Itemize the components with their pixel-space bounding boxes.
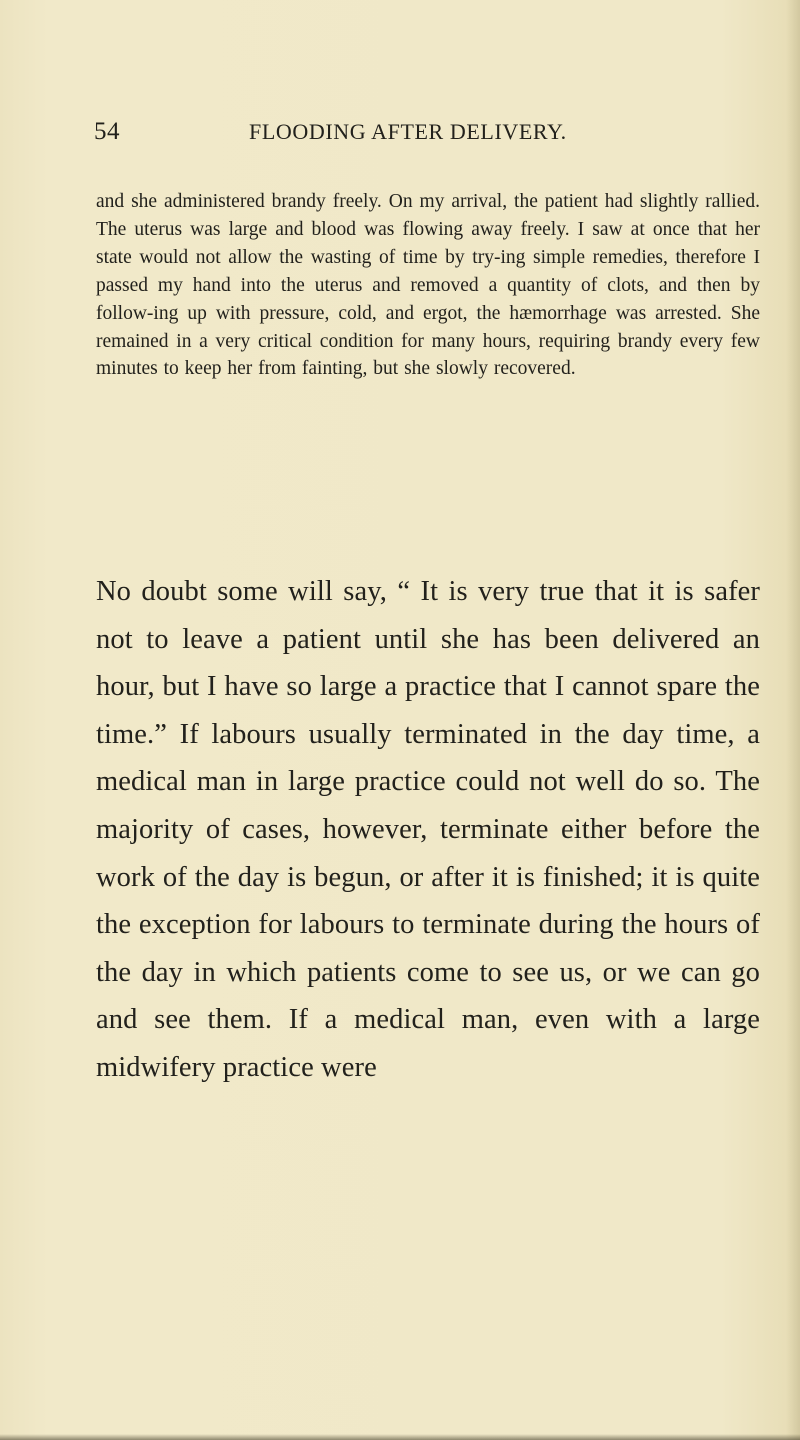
body-paragraph-small: and she administered brandy freely. On my arrival, the patient had slightly rallied. The uterus was large and blood was flowing away freely. I saw at once that her state would not allow the wasting of time by try-ing simple remedies, therefore I passed my hand into the uterus and removed a quantity of clots, and then by follow-ing up with pressure, cold, and ergot, the hæmorrhage was arrested. She remained in a very critical condition for many hours, requiring brandy every few minutes to keep her from fainting, but she slowly recovered.: [96, 191, 760, 380]
body-paragraph-large: No doubt some will say, “ It is very true that it is safer not to leave a patient until she has been delivered an hour, but I have so large a practice that I cannot spare the time.” If labours usually terminated in the day time, a medical man in large practice could not well do so. The majority of cases, however, terminate either before the work of the day is begun, or after it is finished; it is quite the exception for labours to terminate during the hours of the day in which patients come to see us, or we can go and see them. If a medical man, even with a large midwifery practice were: [96, 576, 760, 1083]
page-number: 54: [94, 118, 120, 145]
running-title: FLOODING AFTER DELIVERY.: [249, 119, 567, 144]
page-bottom-edge: [0, 1434, 800, 1440]
page-edge-shadow: [786, 0, 800, 1440]
page-header: [0, 118, 800, 152]
